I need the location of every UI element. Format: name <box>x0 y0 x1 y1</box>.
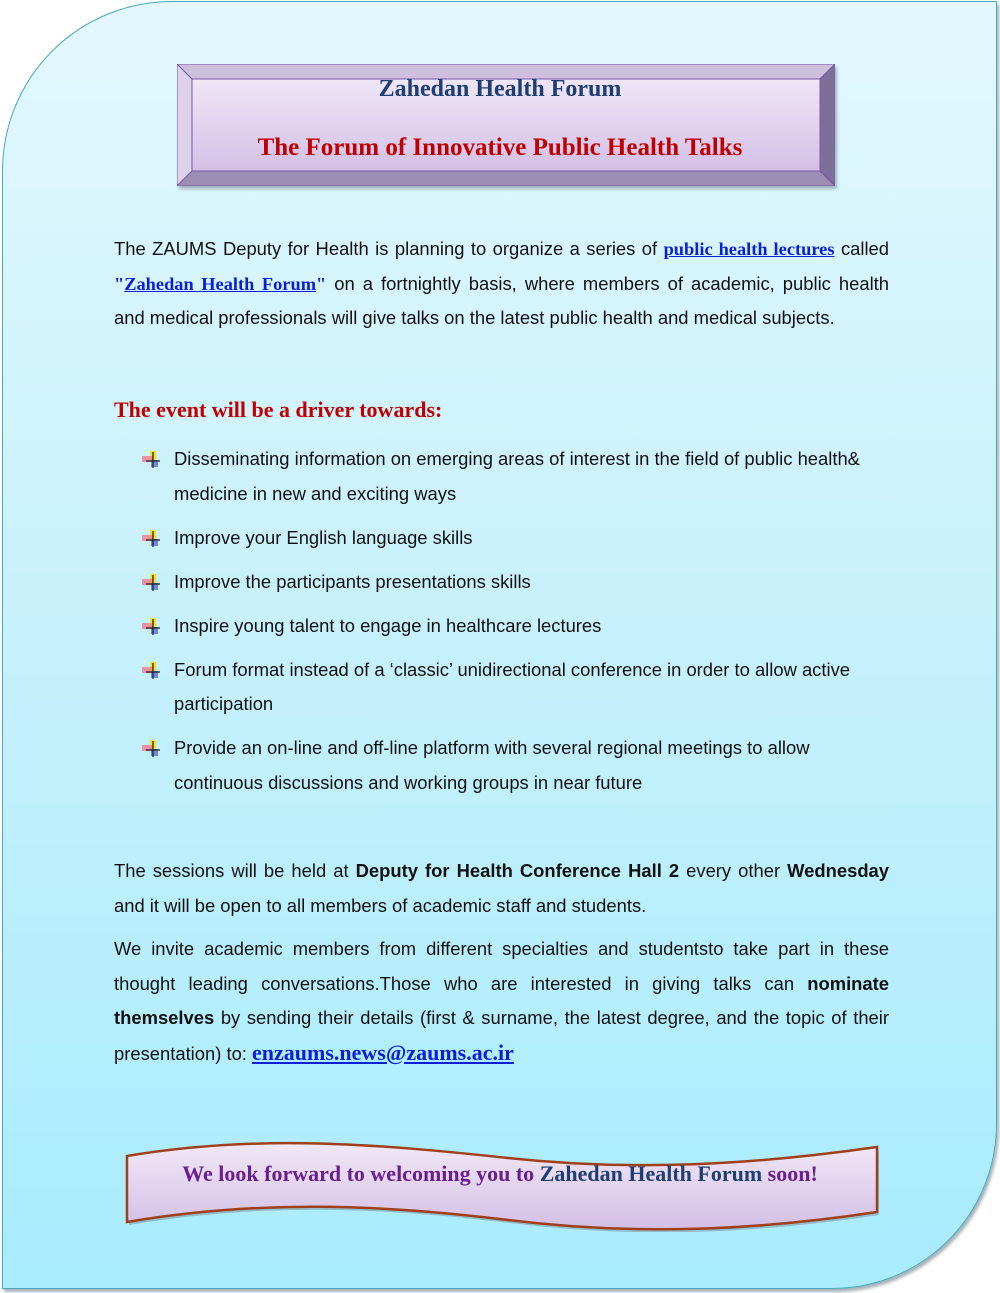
list-item <box>140 653 880 722</box>
list-item-text: Improve the participants presentations skills <box>174 570 531 592</box>
email-link[interactable]: enzaums.news@zaums.ac.ir <box>252 1039 514 1065</box>
arrow-down-cross-icon <box>142 740 162 758</box>
invite-text-2: by sending their details (first & surname, the latest degree, and the topic of their presentation) to: <box>114 1007 889 1064</box>
sessions-paragraph <box>114 854 889 923</box>
list-item <box>140 609 880 644</box>
intro-text: The ZAUMS Deputy for Health is planning to organize a series of <box>114 238 664 259</box>
list-item-text: Disseminating information on emerging areas of interest in the field of public health& medicine in new and exciting ways <box>174 448 860 504</box>
intro-text-called: called <box>834 238 889 259</box>
event-goals-list <box>140 442 880 810</box>
list-item <box>140 442 880 511</box>
arrow-down-cross-icon <box>142 574 162 592</box>
arrow-down-cross-icon <box>142 451 162 469</box>
nominate-themselves: nominate themselves <box>114 972 889 1028</box>
closing-message-part3: soon! <box>762 1161 818 1186</box>
list-item <box>140 731 880 800</box>
event-heading: The event will be a driver towards: <box>114 397 443 422</box>
sessions-text-3: and it will be open to all members of academic staff and students. <box>114 894 647 916</box>
arrow-down-cross-icon <box>142 530 162 548</box>
invite-paragraph <box>114 932 889 1071</box>
list-item <box>140 521 880 556</box>
quote-close: " <box>316 273 327 294</box>
list-item-text: Forum format instead of a ‘classic’ unidirectional conference in order to allow active participation <box>174 658 850 714</box>
conference-hall: Deputy for Health Conference Hall 2 <box>355 860 680 881</box>
quote-open: " <box>114 273 125 294</box>
invite-text: We invite academic members from different specialties and studentsto take part in these thought leading conversations.Those who are interested in giving talks can <box>114 938 889 994</box>
forum-subtitle: The Forum of Innovative Public Health Talks <box>257 134 743 161</box>
intro-text-after: on a fortnightly basis, where members of academic, public health and medical professionals will give talks on the latest public health and medical subjects. <box>114 272 889 328</box>
arrow-down-cross-icon <box>142 662 162 680</box>
zahedan-health-forum-link[interactable]: Zahedan Health Forum <box>124 273 317 294</box>
sessions-text: The sessions will be held at <box>114 860 356 881</box>
forum-title: Zahedan Health Forum <box>378 76 622 102</box>
closing-message <box>0 1161 1000 1187</box>
list-item-text: Improve your English language skills <box>174 526 473 548</box>
public-health-lectures-link[interactable]: public health lectures <box>663 239 835 259</box>
list-item-text: Provide an on-line and off-line platform with several regional meetings to allow continuous discussions and working groups in near future <box>174 737 810 793</box>
list-item <box>140 565 880 600</box>
closing-message-forum: Zahedan Health Forum <box>539 1161 763 1186</box>
session-day: Wednesday <box>787 860 890 881</box>
list-item-text: Inspire young talent to engage in healthcare lectures <box>174 614 602 636</box>
closing-message-part1: We look forward to welcoming you to <box>182 1161 540 1186</box>
sessions-text-2: every other <box>679 860 788 881</box>
intro-paragraph <box>114 232 889 336</box>
arrow-down-cross-icon <box>142 618 162 636</box>
